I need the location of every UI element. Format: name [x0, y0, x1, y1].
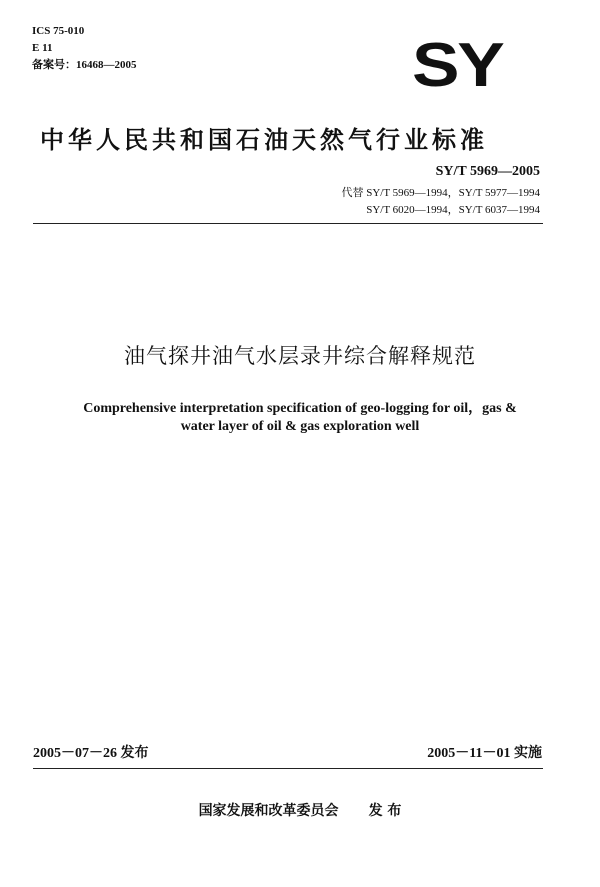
top-divider — [33, 223, 543, 224]
replaces-line-1: 代替 SY/T 5969—1994，SY/T 5977—1994 — [341, 187, 540, 199]
english-title-line-1: Comprehensive interpretation specification of geo-logging for oil，gas & — [83, 401, 517, 416]
chinese-title: 油气探井油气水层录井综合解释规范 — [124, 344, 476, 368]
replaces-line-2: SY/T 6020—1994，SY/T 6037—1994 — [366, 204, 540, 216]
bottom-divider — [33, 768, 543, 769]
ics-code: ICS 75-010 — [32, 25, 85, 37]
classification-code: E 11 — [32, 42, 53, 54]
issuer-action: 发 布 — [368, 803, 402, 819]
effective-date: 2005－11－01 实施 — [427, 746, 542, 761]
record-number: 备案号：16468—2005 — [32, 59, 137, 71]
issuer-name: 国家发展和改革委员会 — [198, 803, 339, 819]
organization-title: 中华人民共和国石油天然气行业标准 — [40, 126, 488, 154]
english-title-line-2: water layer of oil & gas exploration well — [180, 419, 420, 434]
sy-logo: SY — [411, 31, 503, 100]
issue-date: 2005－07－26 发布 — [33, 746, 149, 761]
standard-number: SY/T 5969—2005 — [435, 164, 540, 179]
issuer-line — [0, 800, 600, 820]
